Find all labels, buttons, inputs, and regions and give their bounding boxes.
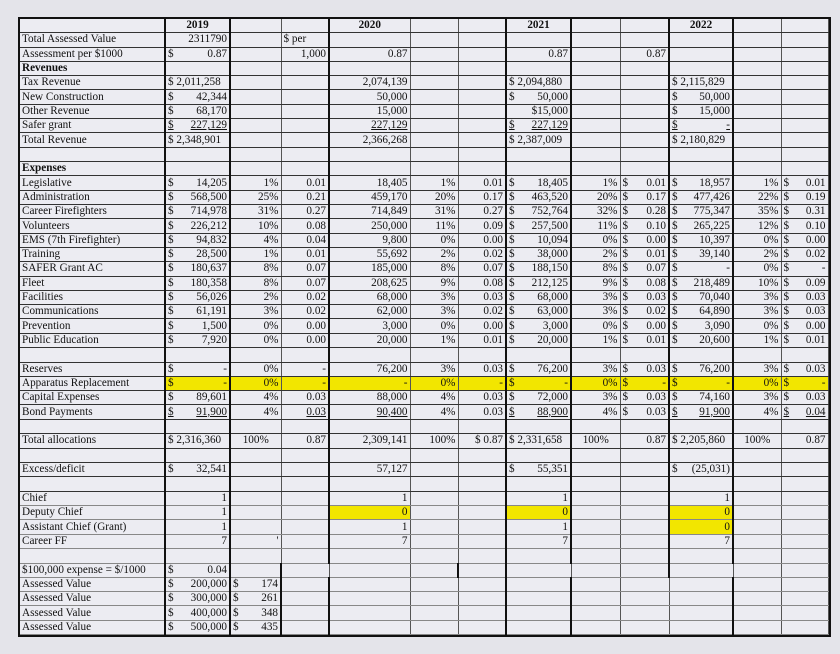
assessed-value-row: Assessed Value $ 200,000 $ 174 bbox=[20, 577, 828, 591]
capital-row-capital-expenses: Capital Expenses $ 89,601 4% 0.03 88,000 4% 0.03 $ 72,000 3% $ 0.03 $ 74,160 3% $ 0.03 bbox=[20, 391, 828, 405]
expense-row-ems-7th-firefighter-: EMS (7th Firefighter) $ 94,832 4% 0.04 9,800 0% 0.00 $ 10,094 0% $ 0.00 $ 10,397 0% $ 0.00 bbox=[20, 233, 828, 247]
assessed-value-row: Assessed Value $ 400,000 $ 348 bbox=[20, 606, 828, 620]
revenue-row-safer-grant: Safer grant $ 227,129 227,129 $ 227,129 $ - bbox=[20, 119, 828, 133]
expenses-section-row: Expenses bbox=[20, 162, 828, 176]
year-2019: 2019 bbox=[165, 19, 230, 33]
year-header-row bbox=[20, 19, 828, 33]
expense-row-career-firefighters: Career Firefighters $ 714,978 31% 0.27 714,849 31% 0.27 $ 752,764 32% $ 0.28 $ 775,347 35% $ 0.31 bbox=[20, 205, 828, 219]
expense-row-legislative: Legislative $ 14,205 1% 0.01 18,405 1% 0.01 $ 18,405 1% $ 0.01 $ 18,957 1% $ 0.01 bbox=[20, 176, 828, 190]
excess-deficit-row: Excess/deficit $ 32,541 57,127 $ 55,351 $ (25,031) bbox=[20, 463, 828, 477]
revenue-row-other: Other Revenue $ 68,170 15,000 $15,000 $ 15,000 bbox=[20, 104, 828, 118]
total-assessed-value-row: Total Assessed Value 2311790 $ per bbox=[20, 33, 828, 47]
assessed-value-row: Assessed Value $ 300,000 $ 261 bbox=[20, 592, 828, 606]
capital-row-reserves: Reserves $ - 0% - 76,200 3% 0.03 $ 76,200 3% $ 0.03 $ 76,200 3% $ 0.03 bbox=[20, 362, 828, 376]
capital-row-apparatus-replacement: Apparatus Replacement $ - 0% - - 0% - $ - 0% $ - $ - 0% $ - bbox=[20, 376, 828, 390]
capital-row-bond-payments: Bond Payments $ 91,900 4% 0.03 90,400 4% 0.03 $ 88,900 4% $ 0.03 $ 91,900 4% $ 0.04 bbox=[20, 405, 828, 419]
staffing-row-career-ff: Career FF 7 ' 7 7 7 bbox=[20, 534, 828, 548]
expense-row-facilities: Facilities $ 56,026 2% 0.02 68,000 3% 0.03 $ 68,000 3% $ 0.03 $ 70,040 3% $ 0.03 bbox=[20, 290, 828, 304]
expense-row-prevention: Prevention $ 1,500 0% 0.00 3,000 0% 0.00 $ 3,000 0% $ 0.00 $ 3,090 0% $ 0.00 bbox=[20, 319, 828, 333]
expense-row-public-education: Public Education $ 7,920 0% 0.00 20,000 1% 0.01 $ 20,000 1% $ 0.01 $ 20,600 1% $ 0.01 bbox=[20, 333, 828, 347]
expense-row-administration: Administration $ 568,500 25% 0.21 459,170 20% 0.17 $ 463,520 20% $ 0.17 $ 477,426 22% $ 0.19 bbox=[20, 190, 828, 204]
expense-row-training: Training $ 28,500 1% 0.01 55,692 2% 0.02 $ 38,000 2% $ 0.01 $ 39,140 2% $ 0.02 bbox=[20, 247, 828, 261]
expense-per-1000-row: $100,000 expense = $/1000 $ 0.04 bbox=[20, 563, 828, 577]
year-2021: 2021 bbox=[506, 19, 571, 33]
revenue-row-tax: Tax Revenue $ 2,011,258 2,074,139 $ 2,094,880 $ 2,115,829 bbox=[20, 76, 828, 90]
expense-row-safer-grant-ac: SAFER Grant AC $ 180,637 8% 0.07 185,000 8% 0.07 $ 188,150 8% $ 0.07 $ - 0% $ - bbox=[20, 262, 828, 276]
revenue-row-total: Total Revenue $ 2,348,901 2,366,268 $ 2,387,009 $ 2,180,829 bbox=[20, 133, 828, 147]
assessment-per-1000-row: Assessment per $1000 $ 0.87 1,000 0.87 0.87 0.87 bbox=[20, 47, 828, 61]
year-2022: 2022 bbox=[669, 19, 733, 33]
assessed-value-row: Assessed Value $ 500,000 $ 435 bbox=[20, 620, 828, 634]
staffing-row-assistant-chief-grant-: Assistant Chief (Grant) 1 1 1 0 bbox=[20, 520, 828, 534]
staffing-row-chief: Chief 1 1 1 1 bbox=[20, 491, 828, 505]
revenue-row-new-construction: New Construction $ 42,344 50,000 $ 50,000 $ 50,000 bbox=[20, 90, 828, 104]
expense-row-volunteers: Volunteers $ 226,212 10% 0.08 250,000 11% 0.09 $ 257,500 11% $ 0.10 $ 265,225 12% $ 0.10 bbox=[20, 219, 828, 233]
total-allocations-row: Total allocations $ 2,316,360 100% 0.87 2,309,141 100% $ 0.87 $ 2,331,658 100% 0.87 $ 2,205,860 100% 0.87 bbox=[20, 434, 828, 448]
expense-row-fleet: Fleet $ 180,358 8% 0.07 208,625 9% 0.08 $ 212,125 9% $ 0.08 $ 218,489 10% $ 0.09 bbox=[20, 276, 828, 290]
revenues-section-row: Revenues bbox=[20, 61, 828, 75]
expense-row-communications: Communications $ 61,191 3% 0.02 62,000 3% 0.02 $ 63,000 3% $ 0.02 $ 64,890 3% $ 0.03 bbox=[20, 305, 828, 319]
staffing-row-deputy-chief: Deputy Chief 1 0 0 0 bbox=[20, 506, 828, 520]
budget-spreadsheet bbox=[18, 17, 831, 637]
year-2020: 2020 bbox=[329, 19, 410, 33]
